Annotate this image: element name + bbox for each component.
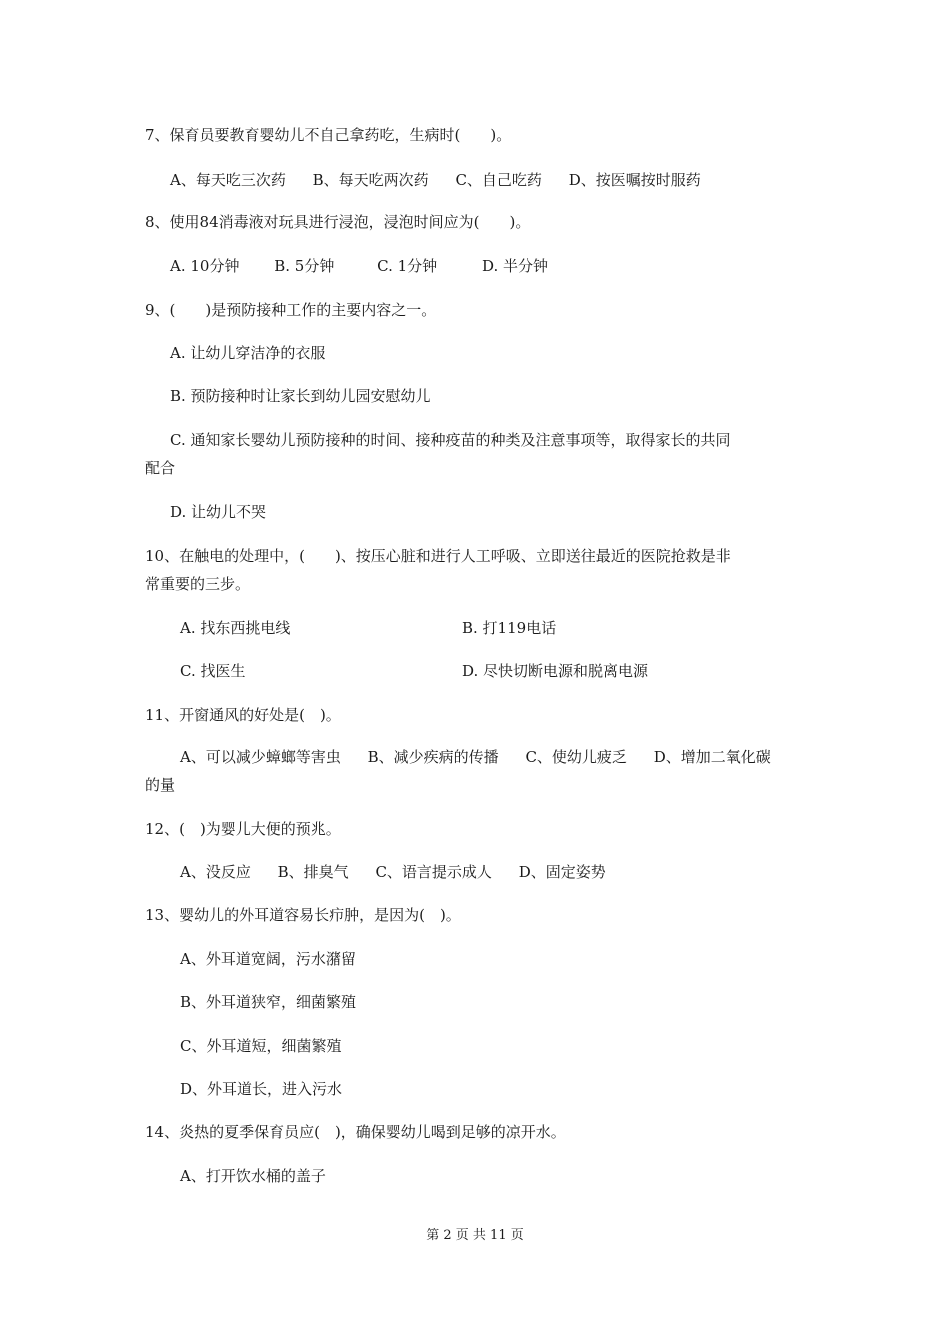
- question-8-option-a: A. 10分钟: [170, 257, 240, 275]
- question-9-option-d: D. 让幼儿不哭: [170, 503, 267, 521]
- question-7-option-a: A、每天吃三次药: [170, 171, 286, 189]
- question-9-text: 9、( )是预防接种工作的主要内容之一。: [145, 301, 437, 319]
- question-12-options: [180, 862, 606, 882]
- question-9-option-c: C. 通知家长婴幼儿预防接种的时间、接种疫苗的种类及注意事项等，取得家长的共同: [170, 431, 731, 449]
- question-12-option-d: D、固定姿势: [518, 863, 606, 881]
- question-13-text: 13、婴幼儿的外耳道容易长疖肿，是因为( )。: [145, 906, 461, 924]
- question-11-option-c: C、使幼儿疲乏: [525, 748, 627, 766]
- question-13-option-a: A、外耳道宽阔，污水潴留: [180, 950, 356, 968]
- question-13-option-b: B、外耳道狭窄，细菌繁殖: [180, 993, 357, 1011]
- question-11-options: [180, 747, 771, 767]
- question-8-text: 8、使用84消毒液对玩具进行浸泡，浸泡时间应为( )。: [145, 213, 531, 231]
- question-10-option-c: C. 找医生: [180, 662, 246, 680]
- question-11-option-a: A、可以减少蟑螂等害虫: [180, 748, 341, 766]
- question-14-text: 14、炎热的夏季保育员应( )，确保婴幼儿喝到足够的凉开水。: [145, 1123, 566, 1141]
- question-12-option-a: A、没反应: [180, 863, 251, 881]
- question-10-text-continuation: 常重要的三步。: [145, 575, 251, 593]
- question-12-text: 12、( )为婴儿大便的预兆。: [145, 820, 341, 838]
- question-8-option-d: D. 半分钟: [481, 257, 548, 275]
- question-8-option-c: C. 1分钟: [377, 257, 438, 275]
- question-10-option-a: A. 找东西挑电线: [180, 619, 291, 637]
- question-9-option-c-continuation: 配合: [145, 459, 176, 477]
- question-7-text: 7、保育员要教育婴幼儿不自己拿药吃，生病时( )。: [145, 126, 512, 144]
- question-10-text: 10、在触电的处理中，( )、按压心脏和进行人工呼吸、立即送往最近的医院抢救是非: [145, 547, 731, 565]
- question-7-option-c: C、自己吃药: [455, 171, 542, 189]
- question-8-options: [170, 256, 548, 276]
- question-8-option-b: B. 5分钟: [274, 257, 335, 275]
- question-9-option-a: A. 让幼儿穿洁净的衣服: [170, 344, 326, 362]
- question-11-options-continuation: 的量: [145, 776, 176, 794]
- page-number-footer: 第 2 页 共 11 页: [426, 1228, 524, 1243]
- question-7-option-d: D、按医嘱按时服药: [568, 171, 701, 189]
- question-11-option-d: D、增加二氧化碳: [653, 748, 771, 766]
- question-7-options: [170, 170, 701, 190]
- question-12-option-c: C、语言提示成人: [375, 863, 492, 881]
- question-14-option-a: A、打开饮水桶的盖子: [180, 1167, 326, 1185]
- question-7-option-b: B、每天吃两次药: [312, 171, 429, 189]
- question-10-option-b: B. 打119电话: [462, 619, 557, 637]
- question-10-option-d: D. 尽快切断电源和脱离电源: [462, 662, 649, 680]
- question-9-option-b: B. 预防接种时让家长到幼儿园安慰幼儿: [170, 387, 431, 405]
- question-13-option-c: C、外耳道短，细菌繁殖: [180, 1037, 342, 1055]
- question-12-option-b: B、排臭气: [277, 863, 349, 881]
- question-13-option-d: D、外耳道长，进入污水: [180, 1080, 343, 1098]
- question-11-option-b: B、减少疾病的传播: [367, 748, 499, 766]
- question-11-text: 11、开窗通风的好处是( )。: [145, 706, 341, 724]
